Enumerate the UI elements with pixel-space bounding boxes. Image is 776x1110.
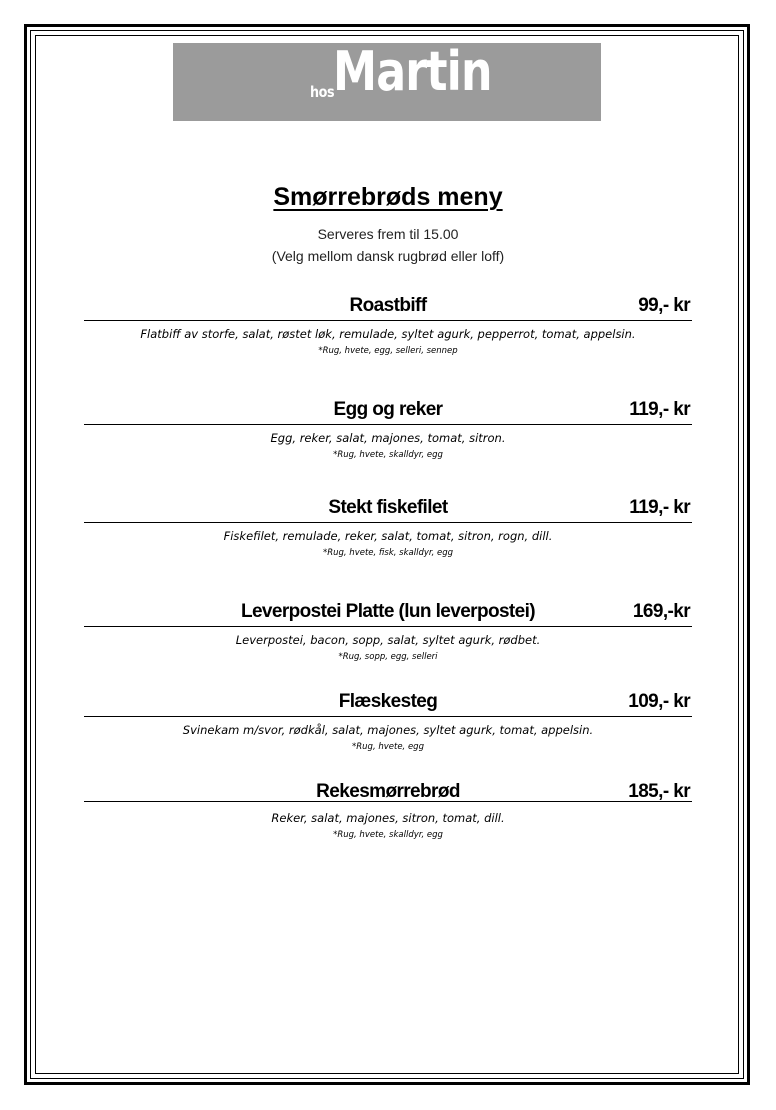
menu-item-name: Egg og reker [333, 399, 443, 420]
menu-item-divider [84, 320, 692, 321]
menu-item-price: 119,- kr [629, 399, 690, 420]
menu-item-divider [84, 424, 692, 425]
menu-title: Smørrebrøds meny [273, 183, 503, 211]
menu-item-allergens: *Rug, hvete, fisk, skalldyr, egg [322, 548, 454, 558]
menu-item-description: Flatbiff av storfe, salat, røstet løk, remulade, syltet agurk, pepperrot, tomat, appelsin. [140, 327, 636, 341]
menu-item-description: Svinekam m/svor, rødkål, salat, majones, syltet agurk, tomat, appelsin. [182, 723, 594, 737]
menu-item-allergens: *Rug, hvete, skalldyr, egg [333, 450, 443, 460]
menu-item-price: 109,- kr [628, 691, 690, 712]
menu-bread-choice: (Velg mellom dansk rugbrød eller loff) [271, 248, 505, 264]
logo-prefix: hos [310, 83, 335, 101]
menu-item-description: Egg, reker, salat, majones, tomat, sitron. [270, 431, 506, 445]
menu-item-price: 185,- kr [628, 781, 690, 802]
menu-item-divider [84, 626, 692, 627]
menu-item-price: 99,- kr [638, 295, 690, 316]
menu-item-name: Flæskesteg [338, 691, 438, 712]
logo-banner [173, 40, 601, 121]
menu-item-name: Leverpostei Platte (lun leverpostei) [240, 601, 536, 622]
menu-item-allergens: *Rug, hvete, egg, selleri, sennep [318, 346, 458, 356]
menu-item-description: Leverpostei, bacon, sopp, salat, syltet agurk, rødbet. [235, 633, 541, 647]
menu-item-name: Rekesmørrebrød [316, 781, 460, 802]
menu-item-allergens: *Rug, sopp, egg, selleri [338, 652, 438, 662]
menu-item-description: Fiskefilet, remulade, reker, salat, tomat, sitron, rogn, dill. [223, 529, 553, 543]
menu-serving-time: Serveres frem til 15.00 [317, 226, 459, 242]
menu-item-allergens: *Rug, hvete, skalldyr, egg [333, 830, 443, 840]
menu-item-divider [84, 801, 692, 802]
menu-item-allergens: *Rug, hvete, egg [352, 742, 424, 752]
menu-item-price: 169,-kr [632, 601, 690, 622]
menu-item-description: Reker, salat, majones, sitron, tomat, dill. [271, 811, 505, 825]
menu-item-divider [84, 716, 692, 717]
menu-item-divider [84, 522, 692, 523]
menu-item-name: Stekt fiskefilet [328, 497, 448, 518]
menu-item-price: 119,- kr [629, 497, 690, 518]
menu-item-name: Roastbiff [349, 295, 427, 316]
logo-name: Martin [333, 40, 492, 103]
